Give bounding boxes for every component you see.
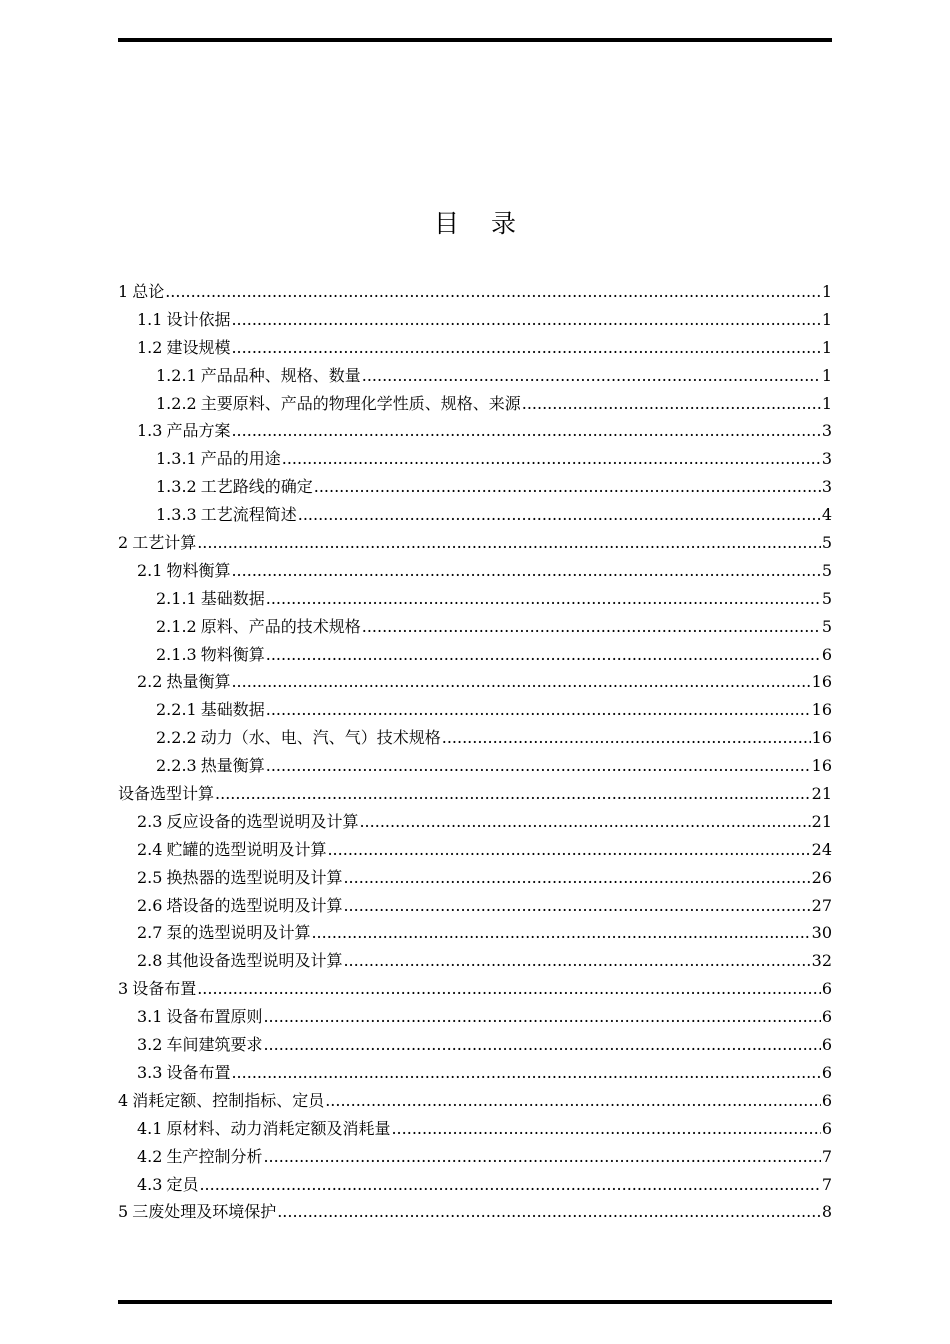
toc-entry-number: 4 bbox=[118, 1090, 129, 1110]
toc-entry-number: 2.8 bbox=[137, 951, 163, 971]
toc-entry-number: 2.1.3 bbox=[156, 644, 197, 664]
toc-dot-leader bbox=[522, 390, 821, 418]
toc-entry[interactable] bbox=[118, 473, 832, 501]
toc-entry[interactable] bbox=[118, 529, 832, 557]
toc-page-number: 1 bbox=[821, 393, 832, 413]
toc-entry-number: 5 bbox=[118, 1202, 129, 1222]
toc-entry-label: 建设规模 bbox=[166, 337, 231, 357]
toc-dot-leader bbox=[197, 975, 821, 1003]
toc-entry-number: 4.1 bbox=[137, 1118, 163, 1138]
toc-entry-title bbox=[137, 864, 342, 892]
toc-dot-leader bbox=[391, 1115, 820, 1143]
toc-page-number: 4 bbox=[821, 505, 832, 525]
toc-entry-label: 工艺流程简述 bbox=[200, 505, 297, 525]
toc-entry[interactable] bbox=[118, 445, 832, 473]
toc-entry[interactable] bbox=[118, 947, 832, 975]
toc-entry-label: 热量衡算 bbox=[166, 672, 231, 692]
toc-dot-leader bbox=[263, 1031, 820, 1059]
toc-entry[interactable] bbox=[118, 1059, 832, 1087]
toc-entry[interactable] bbox=[118, 1198, 832, 1226]
toc-entry[interactable] bbox=[118, 641, 832, 669]
toc-page-number: 8 bbox=[821, 1202, 832, 1222]
toc-entry-title bbox=[156, 445, 281, 473]
toc-entry-title bbox=[156, 585, 265, 613]
toc-entry-title bbox=[137, 1171, 198, 1199]
toc-entry-title bbox=[156, 473, 313, 501]
toc-entry-title bbox=[137, 1115, 390, 1143]
toc-entry-label: 设计依据 bbox=[166, 309, 231, 329]
toc-entry-number: 1.3.2 bbox=[156, 477, 197, 497]
toc-dot-leader bbox=[327, 836, 810, 864]
toc-entry-number: 1.1 bbox=[137, 309, 163, 329]
toc-page-number: 16 bbox=[811, 700, 832, 720]
toc-dot-leader bbox=[343, 864, 810, 892]
toc-entry-number: 2.2.3 bbox=[156, 756, 197, 776]
toc-entry-label: 消耗定额、控制指标、定员 bbox=[132, 1090, 325, 1110]
toc-page-number: 27 bbox=[811, 895, 832, 915]
toc-page-number: 1 bbox=[821, 365, 832, 385]
toc-page-number: 5 bbox=[821, 560, 832, 580]
toc-dot-leader bbox=[165, 278, 821, 306]
toc-entry-number: 1 bbox=[118, 282, 129, 301]
toc-entry[interactable] bbox=[118, 724, 832, 752]
toc-page-number: 16 bbox=[811, 672, 832, 692]
toc-entry-number: 2.1.2 bbox=[156, 616, 197, 636]
toc-entry-number: 3.3 bbox=[137, 1062, 163, 1082]
toc-page-number: 5 bbox=[821, 588, 832, 608]
toc-entry-title bbox=[137, 1059, 230, 1087]
toc-entry-title bbox=[118, 278, 164, 306]
toc-page-number: 3 bbox=[821, 449, 832, 469]
toc-entry-number: 4.3 bbox=[137, 1174, 163, 1194]
toc-entry[interactable] bbox=[118, 975, 832, 1003]
toc-page-number: 3 bbox=[821, 477, 832, 497]
toc-entry-title bbox=[137, 1143, 262, 1171]
toc-page-number: 6 bbox=[821, 1062, 832, 1082]
toc-entry-label: 塔设备的选型说明及计算 bbox=[166, 895, 343, 915]
toc-entry-title bbox=[137, 836, 326, 864]
toc-dot-leader bbox=[266, 696, 811, 724]
toc-entry-number: 2 bbox=[118, 533, 129, 553]
toc-entry-title bbox=[118, 1198, 276, 1226]
toc-entry[interactable] bbox=[118, 1003, 832, 1031]
page-title-char-1: 目 bbox=[433, 209, 459, 238]
toc-entry-title bbox=[137, 668, 230, 696]
toc-entry-number: 4.2 bbox=[137, 1146, 163, 1166]
toc-dot-leader bbox=[263, 1003, 820, 1031]
toc-entry-title bbox=[156, 696, 265, 724]
toc-entry[interactable] bbox=[118, 696, 832, 724]
toc-dot-leader bbox=[231, 306, 820, 334]
toc-dot-leader bbox=[277, 1198, 821, 1226]
toc-entry-label: 车间建筑要求 bbox=[166, 1035, 263, 1055]
toc-entry-number: 1.3.3 bbox=[156, 505, 197, 525]
toc-entry-title bbox=[118, 780, 214, 808]
toc-page-number: 24 bbox=[811, 839, 832, 859]
toc-page-number: 16 bbox=[811, 756, 832, 776]
toc-entry[interactable] bbox=[118, 752, 832, 780]
toc-entry-number: 2.5 bbox=[137, 867, 163, 887]
toc-page-number: 1 bbox=[821, 309, 832, 329]
toc-page-number: 6 bbox=[821, 979, 832, 999]
toc-page-number: 6 bbox=[821, 1090, 832, 1110]
toc-entry-label: 基础数据 bbox=[200, 700, 265, 720]
toc-entry-number: 2.3 bbox=[137, 811, 163, 831]
toc-dot-leader bbox=[359, 808, 810, 836]
toc-entry-label: 动力（水、电、汽、气）技术规格 bbox=[200, 728, 441, 748]
page-title-char-2: 录 bbox=[491, 209, 517, 238]
toc-entry[interactable] bbox=[118, 1087, 832, 1115]
toc-entry[interactable] bbox=[118, 585, 832, 613]
toc-entry-label: 主要原料、产品的物理化学性质、规格、来源 bbox=[200, 393, 521, 413]
toc-dot-leader bbox=[343, 947, 810, 975]
toc-entry-label: 产品方案 bbox=[166, 421, 231, 441]
toc-entry-title bbox=[156, 752, 265, 780]
toc-dot-leader bbox=[266, 641, 821, 669]
toc-entry-number: 1.2.2 bbox=[156, 393, 197, 413]
toc-page-number: 6 bbox=[821, 1007, 832, 1027]
toc-dot-leader bbox=[231, 334, 820, 362]
toc-entry-label: 换热器的选型说明及计算 bbox=[166, 867, 343, 887]
toc-entry-title bbox=[137, 919, 310, 947]
toc-page-number: 32 bbox=[811, 951, 832, 971]
toc-entry-number: 1.3.1 bbox=[156, 449, 197, 469]
toc-dot-leader bbox=[263, 1143, 820, 1171]
toc-entry-label: 设备布置 bbox=[166, 1062, 231, 1082]
toc-entry-number: 1.3 bbox=[137, 421, 163, 441]
toc-entry-number: 3.1 bbox=[137, 1007, 163, 1027]
table-of-contents bbox=[118, 278, 832, 1226]
toc-dot-leader bbox=[199, 1171, 820, 1199]
toc-page-number: 16 bbox=[811, 728, 832, 748]
toc-entry-title bbox=[156, 362, 361, 390]
toc-entry-label: 设备布置 bbox=[132, 979, 197, 999]
toc-dot-leader bbox=[266, 585, 821, 613]
toc-entry-title bbox=[137, 947, 342, 975]
toc-entry-label: 设备选型计算 bbox=[118, 784, 215, 804]
toc-entry-label: 原料、产品的技术规格 bbox=[200, 616, 361, 636]
toc-entry[interactable] bbox=[118, 278, 832, 306]
toc-entry-title bbox=[137, 1031, 262, 1059]
toc-entry[interactable] bbox=[118, 864, 832, 892]
toc-dot-leader bbox=[298, 501, 821, 529]
toc-entry-label: 三废处理及环境保护 bbox=[132, 1202, 277, 1222]
toc-entry[interactable] bbox=[118, 1031, 832, 1059]
toc-page-number: 7 bbox=[821, 1174, 832, 1194]
toc-entry-title bbox=[137, 1003, 262, 1031]
toc-dot-leader bbox=[314, 473, 821, 501]
toc-entry-number: 3.2 bbox=[137, 1035, 163, 1055]
toc-dot-leader bbox=[311, 919, 810, 947]
toc-entry-number: 2.2.1 bbox=[156, 700, 197, 720]
toc-dot-leader bbox=[231, 417, 820, 445]
toc-entry-label: 工艺计算 bbox=[132, 533, 197, 553]
toc-dot-leader bbox=[231, 1059, 820, 1087]
toc-dot-leader bbox=[362, 613, 821, 641]
toc-entry-title bbox=[156, 613, 361, 641]
toc-entry-number: 1.2.1 bbox=[156, 365, 197, 385]
toc-entry-title bbox=[137, 808, 358, 836]
toc-entry-title bbox=[156, 724, 441, 752]
toc-dot-leader bbox=[231, 557, 820, 585]
toc-page-number: 5 bbox=[821, 533, 832, 553]
toc-entry[interactable] bbox=[118, 417, 832, 445]
toc-entry-label: 物料衡算 bbox=[200, 644, 265, 664]
toc-page-number: 30 bbox=[811, 923, 832, 943]
toc-page-number: 6 bbox=[821, 644, 832, 664]
toc-entry-title bbox=[137, 306, 230, 334]
toc-entry[interactable] bbox=[118, 780, 832, 808]
toc-entry-title bbox=[118, 1087, 324, 1115]
toc-dot-leader bbox=[442, 724, 811, 752]
toc-entry[interactable] bbox=[118, 668, 832, 696]
toc-entry-title bbox=[137, 334, 230, 362]
toc-entry-label: 工艺路线的确定 bbox=[200, 477, 313, 497]
toc-entry[interactable] bbox=[118, 557, 832, 585]
footer-rule bbox=[118, 1300, 832, 1304]
toc-entry-title bbox=[156, 641, 265, 669]
toc-entry-title bbox=[118, 975, 196, 1003]
toc-entry-number: 2.4 bbox=[137, 839, 163, 859]
toc-entry[interactable] bbox=[118, 892, 832, 920]
toc-entry[interactable] bbox=[118, 501, 832, 529]
toc-entry-number: 2.7 bbox=[137, 923, 163, 943]
toc-page-number: 7 bbox=[821, 1146, 832, 1166]
toc-entry-label: 反应设备的选型说明及计算 bbox=[166, 811, 359, 831]
toc-entry-title bbox=[156, 390, 521, 418]
toc-entry[interactable] bbox=[118, 1143, 832, 1171]
toc-entry-label: 产品的用途 bbox=[200, 449, 281, 469]
toc-entry-label: 物料衡算 bbox=[166, 560, 231, 580]
toc-dot-leader bbox=[215, 780, 811, 808]
toc-dot-leader bbox=[282, 445, 821, 473]
toc-page-number: 6 bbox=[821, 1118, 832, 1138]
toc-entry-number: 2.1.1 bbox=[156, 588, 197, 608]
toc-entry-title bbox=[137, 417, 230, 445]
toc-entry-number: 2.2 bbox=[137, 672, 163, 692]
toc-entry-label: 产品品种、规格、数量 bbox=[200, 365, 361, 385]
toc-entry[interactable] bbox=[118, 613, 832, 641]
toc-entry-title bbox=[137, 892, 342, 920]
toc-dot-leader bbox=[325, 1087, 821, 1115]
toc-page-number: 1 bbox=[821, 337, 832, 357]
toc-entry-title bbox=[118, 529, 196, 557]
toc-entry-number: 2.2.2 bbox=[156, 728, 197, 748]
toc-entry-label: 生产控制分析 bbox=[166, 1146, 263, 1166]
toc-page-number: 26 bbox=[811, 867, 832, 887]
toc-entry[interactable] bbox=[118, 836, 832, 864]
toc-entry-number: 2.6 bbox=[137, 895, 163, 915]
toc-dot-leader bbox=[231, 668, 810, 696]
toc-entry[interactable] bbox=[118, 1115, 832, 1143]
toc-entry-label: 其他设备选型说明及计算 bbox=[166, 951, 343, 971]
toc-page-number: 5 bbox=[821, 616, 832, 636]
header-rule bbox=[118, 38, 832, 42]
toc-page-number: 3 bbox=[821, 421, 832, 441]
toc-entry-label: 设备布置原则 bbox=[166, 1007, 263, 1027]
toc-entry-label: 原材料、动力消耗定额及消耗量 bbox=[166, 1118, 391, 1138]
toc-entry[interactable] bbox=[118, 362, 832, 390]
toc-dot-leader bbox=[266, 752, 811, 780]
toc-entry-label: 热量衡算 bbox=[200, 756, 265, 776]
toc-dot-leader bbox=[343, 892, 810, 920]
toc-entry-label: 贮罐的选型说明及计算 bbox=[166, 839, 327, 859]
toc-entry[interactable] bbox=[118, 1171, 832, 1199]
toc-entry-label: 基础数据 bbox=[200, 588, 265, 608]
page-title bbox=[0, 204, 950, 240]
toc-entry[interactable] bbox=[118, 390, 832, 418]
toc-entry-label: 定员 bbox=[166, 1174, 199, 1194]
toc-entry-title bbox=[156, 501, 297, 529]
toc-entry-number: 2.1 bbox=[137, 560, 163, 580]
toc-page-number: 1 bbox=[821, 282, 832, 301]
toc-page-number: 6 bbox=[821, 1035, 832, 1055]
toc-entry[interactable] bbox=[118, 306, 832, 334]
toc-entry-label: 总论 bbox=[132, 282, 165, 301]
toc-entry-title bbox=[137, 557, 230, 585]
toc-entry-number: 3 bbox=[118, 979, 129, 999]
toc-entry[interactable] bbox=[118, 919, 832, 947]
toc-entry[interactable] bbox=[118, 334, 832, 362]
toc-entry-number: 1.2 bbox=[137, 337, 163, 357]
toc-entry[interactable] bbox=[118, 808, 832, 836]
toc-page-number: 21 bbox=[811, 784, 832, 804]
toc-page-number: 21 bbox=[811, 811, 832, 831]
toc-dot-leader bbox=[197, 529, 821, 557]
toc-entry-label: 泵的选型说明及计算 bbox=[166, 923, 311, 943]
toc-dot-leader bbox=[362, 362, 821, 390]
